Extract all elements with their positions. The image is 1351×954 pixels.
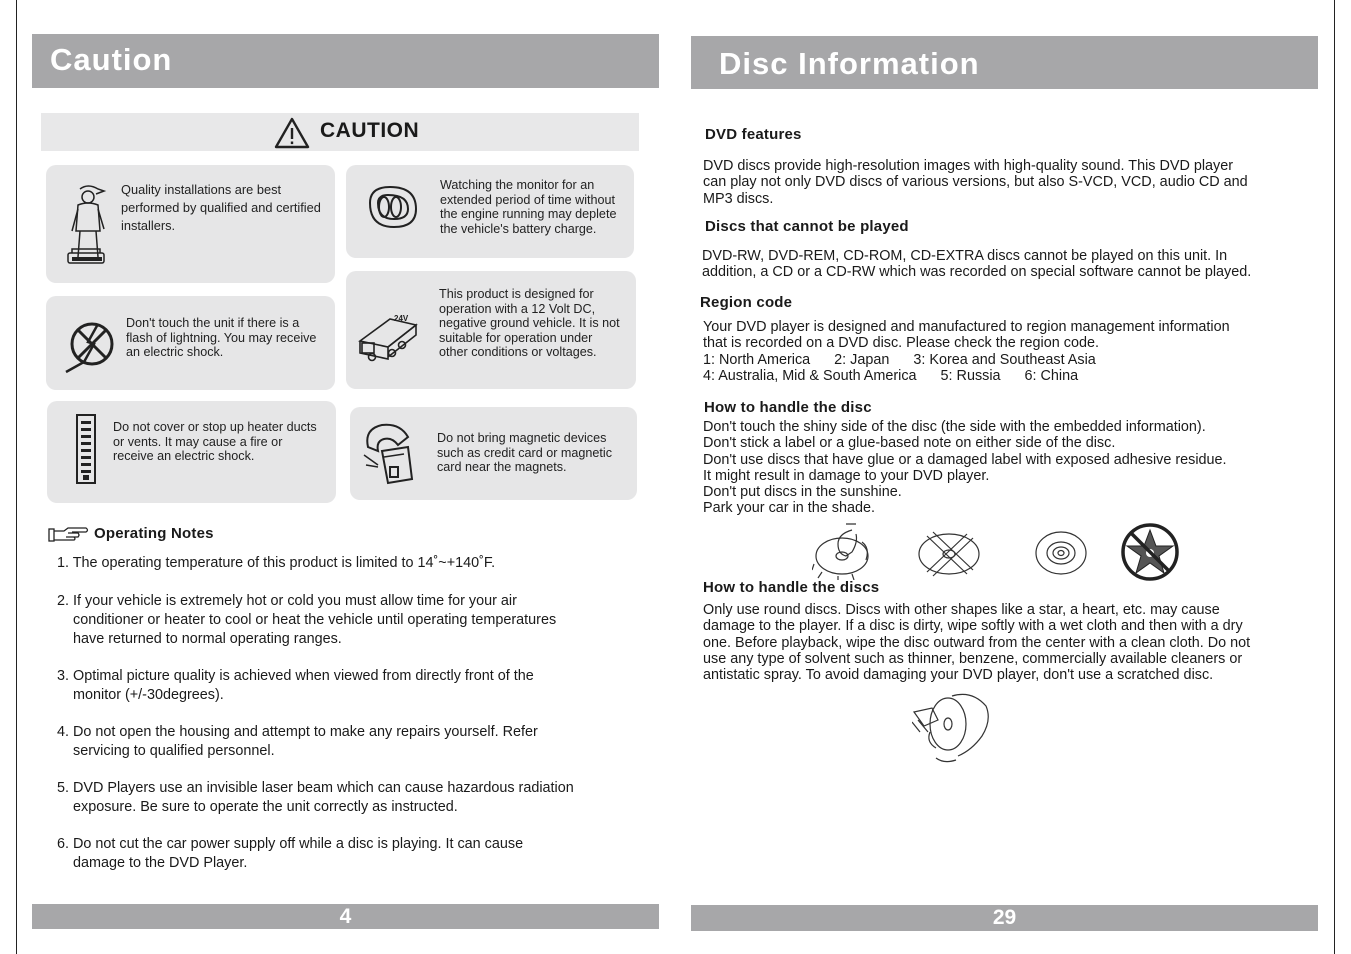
note-continuation: have returned to normal operating ranges. bbox=[73, 631, 342, 647]
body-line: Your DVD player is designed and manufactured to region management information bbox=[703, 319, 1230, 335]
body-line: MP3 discs. bbox=[703, 190, 774, 207]
page-title-right: Disc Information bbox=[719, 46, 980, 81]
operating-notes-title: Operating Notes bbox=[94, 525, 214, 542]
caution-banner bbox=[41, 113, 639, 151]
caution-banner-label: CAUTION bbox=[320, 119, 420, 142]
note-item bbox=[57, 554, 647, 573]
truck-24v-label: 24V bbox=[394, 314, 409, 323]
caution-card-heater bbox=[47, 401, 336, 503]
region-list-line: 4: Australia, Mid & South America 5: Russia 6: China bbox=[703, 367, 1079, 384]
magnetic-card-icon bbox=[360, 421, 418, 485]
body-line: addition, a CD or a CD-RW which was recorded on special software cannot be played. bbox=[702, 264, 1252, 281]
body-line: Only use round discs. Discs with other shapes like a star, a heart, etc. may cause bbox=[703, 602, 1220, 618]
section-body-cannot-play bbox=[702, 248, 1322, 281]
section-body-dvd-features bbox=[703, 158, 1313, 207]
body-line: can play not only DVD discs of various versions, but also S-VCD, VCD, audio CD and bbox=[703, 174, 1248, 191]
section-body-handle-discs bbox=[703, 602, 1323, 683]
hand-holding-disc-icon bbox=[812, 520, 876, 580]
note-continuation: servicing to qualified personnel. bbox=[73, 743, 275, 759]
note-first-line: 6. Do not cut the car power supply off while a disc is playing. It can cause bbox=[57, 836, 524, 852]
page-title: Caution bbox=[50, 42, 173, 77]
note-first-line: 2. If your vehicle is extremely hot or cold you must allow time for your air bbox=[57, 593, 517, 609]
note-item bbox=[57, 592, 647, 649]
card-text-magnetic: Do not bring magnetic devices such as credit card or magnetic card near the magnets. bbox=[437, 431, 612, 474]
caution-card-12v bbox=[346, 271, 636, 389]
warning-triangle-icon bbox=[274, 117, 310, 149]
note-continuation: conditioner or heater to cool or heat the vehicle until operating temperatures bbox=[73, 612, 557, 628]
caution-card-battery bbox=[346, 165, 634, 258]
body-line: that is recorded on a DVD disc. Please check the region code. bbox=[703, 335, 1099, 352]
body-line: antistatic spray. To avoid damaging your DVD player, don't use a scratched disc. bbox=[703, 667, 1214, 684]
note-first-line: 5. DVD Players use an invisible laser beam which can cause hazardous radiation bbox=[57, 780, 574, 796]
card-text-12v: This product is designed for operation with a 12 Volt DC, negative ground vehicle. It is not suitable for operation under other conditions or voltages. bbox=[439, 287, 620, 359]
caution-card-installers bbox=[46, 165, 335, 283]
disc-info-title-bar bbox=[691, 36, 1318, 89]
truck-24v-icon bbox=[356, 307, 422, 363]
body-line: Park your car in the shade. bbox=[703, 500, 875, 517]
note-first-line: 1. The operating temperature of this product is limited to 14˚~+140˚F. bbox=[57, 555, 496, 571]
note-continuation: exposure. Be sure to operate the unit correctly as instructed. bbox=[73, 799, 458, 815]
caution-card-magnetic bbox=[350, 407, 637, 500]
caution-title-bar bbox=[32, 34, 659, 88]
body-line: Don't stick a label or a glue-based note on either side of the disc. bbox=[703, 435, 1116, 452]
card-text-installers: Quality installations are best performed by qualified and certified installers. bbox=[121, 182, 321, 233]
operating-notes-list bbox=[57, 554, 647, 873]
crossed-tape-disc-icon bbox=[917, 530, 981, 578]
body-line: DVD-RW, DVD-REM, CD-ROM, CD-EXTRA discs cannot be played on this unit. In bbox=[702, 248, 1228, 264]
note-continuation: monitor (+/-30degrees). bbox=[73, 687, 224, 703]
section-heading-region-code: Region code bbox=[700, 294, 793, 311]
star-disc-prohibited-icon bbox=[1120, 522, 1180, 582]
body-line: damage to the player. If a disc is dirty, wipe softly with a wet cloth and then with a dry bbox=[703, 618, 1243, 635]
installer-figure-icon bbox=[66, 183, 110, 269]
note-item bbox=[57, 835, 647, 873]
card-text-heater: Do not cover or stop up heater ducts or vents. It may cause a fire or receive an electric shock. bbox=[113, 420, 317, 463]
section-heading-dvd-features: DVD features bbox=[705, 126, 802, 143]
section-body-region-code bbox=[703, 319, 1313, 384]
heater-vent-icon bbox=[75, 413, 97, 485]
body-line: Don't put discs in the sunshine. bbox=[703, 484, 902, 501]
round-disc-icon bbox=[1034, 530, 1088, 576]
card-text-battery: Watching the monitor for an extended period of time without the engine running may deplete the vehicle's battery charge. bbox=[440, 178, 617, 236]
note-first-line: 3. Optimal picture quality is achieved when viewed from directly front of the bbox=[57, 668, 534, 684]
right-page-edge bbox=[1334, 0, 1335, 954]
page-number-left: 4 bbox=[32, 904, 659, 929]
note-continuation: damage to the DVD Player. bbox=[73, 855, 248, 871]
body-line: Don't use discs that have glue or a damaged label with exposed adhesive residue. bbox=[703, 451, 1227, 468]
wiping-disc-icon bbox=[912, 688, 992, 764]
body-line: Don't touch the shiny side of the disc (the side with the embedded information). bbox=[703, 419, 1206, 435]
left-page-edge bbox=[16, 0, 17, 954]
body-line: use any type of solvent such as thinner, benzene, commercially available cleaners or bbox=[703, 650, 1243, 667]
body-line: It might result in damage to your DVD player. bbox=[703, 467, 990, 484]
watching-monitor-icon bbox=[364, 183, 420, 231]
section-body-handle-disc bbox=[703, 419, 1313, 517]
body-line: one. Before playback, wipe the disc outward from the center with a clean cloth. Do not bbox=[703, 634, 1251, 651]
pointing-hand-icon bbox=[48, 526, 90, 542]
region-list-line: 1: North America 2: Japan 3: Korea and Southeast Asia bbox=[703, 351, 1096, 368]
section-heading-handle-discs: How to handle the discs bbox=[703, 579, 880, 596]
card-text-lightning: Don't touch the unit if there is a flash of lightning. You may receive an electric shock. bbox=[126, 316, 317, 359]
section-heading-cannot-play: Discs that cannot be played bbox=[705, 218, 909, 235]
body-line: DVD discs provide high-resolution images with high-quality sound. This DVD player bbox=[703, 158, 1234, 174]
note-item bbox=[57, 779, 647, 817]
no-lightning-icon bbox=[64, 318, 118, 374]
note-item bbox=[57, 723, 647, 761]
note-first-line: 4. Do not open the housing and attempt to make any repairs yourself. Refer bbox=[57, 724, 538, 740]
note-item bbox=[57, 667, 647, 705]
section-heading-handle-disc: How to handle the disc bbox=[704, 399, 872, 416]
page-number-right: 29 bbox=[691, 905, 1318, 931]
caution-card-lightning bbox=[46, 296, 335, 390]
